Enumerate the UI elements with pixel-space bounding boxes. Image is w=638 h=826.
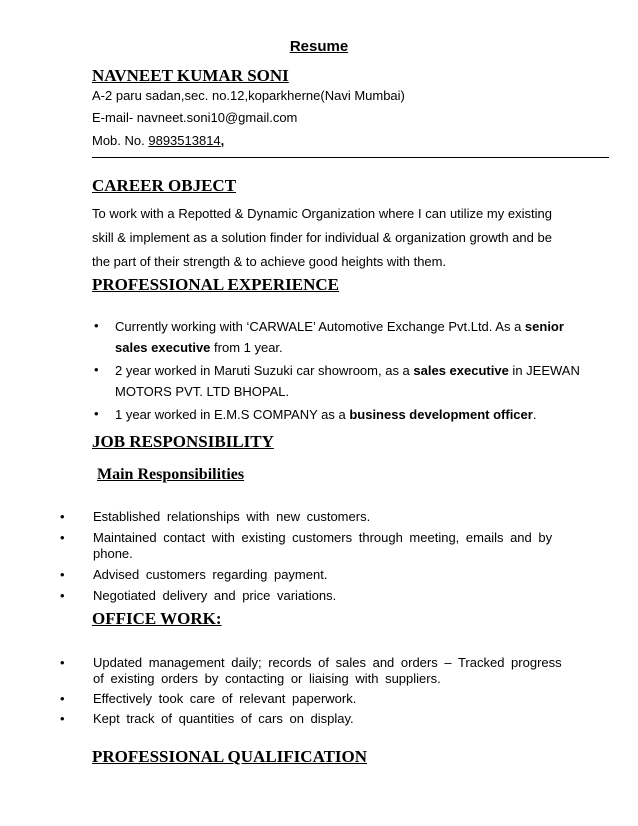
contact-address: A-2 paru sadan,sec. no.12,koparkherne(Navi Mumbai) — [92, 88, 405, 103]
experience-emphasis: sales executive — [115, 340, 211, 355]
office-work-line: of existing orders by contacting or liaising with suppliers. — [93, 671, 441, 686]
contact-email: E-mail- navneet.soni10@gmail.com — [92, 110, 298, 125]
office-work-line: Effectively took care of relevant paperwork. — [93, 691, 357, 706]
office-work-item — [60, 691, 552, 707]
bullet-icon: • — [94, 318, 99, 333]
experience-text: Currently working with ‘CARWALE’ Automotive Exchange Pvt.Ltd. As a — [115, 319, 525, 334]
mobile-comma: , — [220, 133, 225, 148]
responsibility-line: Advised customers regarding payment. — [93, 567, 328, 582]
experience-emphasis: business development officer — [349, 407, 533, 422]
experience-text: 2 year worked in Maruti Suzuki car showroom, as a — [115, 363, 414, 378]
responsibility-list — [60, 509, 552, 609]
bullet-icon: • — [60, 691, 65, 706]
job-responsibility-heading: JOB RESPONSIBILITY — [92, 432, 274, 451]
experience-list — [92, 318, 580, 427]
experience-item — [92, 318, 564, 360]
office-work-heading: OFFICE WORK: — [92, 609, 222, 628]
office-work-item — [60, 711, 552, 727]
responsibility-item — [60, 567, 552, 583]
responsibility-item — [60, 530, 552, 562]
bullet-icon: • — [60, 711, 65, 726]
career-object-heading: CAREER OBJECT — [92, 176, 237, 195]
career-line: To work with a Repotted & Dynamic Organization where I can utilize my existing — [92, 206, 552, 221]
bullet-icon: • — [60, 567, 65, 582]
experience-line — [115, 339, 552, 360]
career-line: skill & implement as a solution finder for individual & organization growth and be — [92, 230, 552, 245]
contact-mobile — [92, 133, 224, 148]
responsibility-item — [60, 588, 552, 604]
mobile-label: Mob. No. — [92, 133, 149, 148]
office-work-line: Kept track of quantities of cars on display. — [93, 711, 354, 726]
experience-text: in JEEWAN — [508, 363, 580, 378]
experience-text: . — [532, 407, 537, 422]
office-work-list — [60, 655, 562, 731]
mobile-number: 9893513814 — [148, 133, 221, 148]
office-work-line: Updated management daily; records of sales and orders – Tracked progress — [93, 655, 562, 670]
professional-qualification-heading: PROFESSIONAL QUALIFICATION — [92, 747, 368, 766]
experience-item — [92, 406, 552, 427]
bullet-icon: • — [60, 588, 65, 603]
document-title: Resume — [289, 38, 349, 55]
bullet-icon: • — [60, 509, 65, 524]
main-responsibilities-subheading: Main Responsibilities — [97, 466, 245, 483]
responsibility-line: Maintained contact with existing customers through meeting, emails and by — [93, 530, 553, 545]
experience-line: MOTORS PVT. LTD BHOPAL. — [115, 384, 290, 399]
experience-emphasis: sales executive — [413, 363, 509, 378]
header-divider — [92, 157, 609, 158]
experience-emphasis: senior — [524, 319, 564, 334]
experience-text: 1 year worked in E.M.S COMPANY as a — [115, 407, 350, 422]
bullet-icon: • — [60, 530, 65, 545]
responsibility-line: Established relationships with new customers. — [93, 509, 371, 524]
experience-line — [115, 362, 580, 383]
experience-item — [92, 362, 580, 404]
bullet-icon: • — [94, 362, 99, 377]
professional-experience-heading: PROFESSIONAL EXPERIENCE — [92, 275, 340, 294]
responsibility-line: Negotiated delivery and price variations. — [93, 588, 337, 603]
career-line: the part of their strength & to achieve good heights with them. — [92, 254, 447, 269]
bullet-icon: • — [94, 406, 99, 421]
bullet-icon: • — [60, 655, 65, 670]
career-object-text — [92, 205, 552, 277]
responsibility-line: phone. — [93, 546, 133, 561]
responsibility-item — [60, 509, 552, 525]
office-work-item — [60, 655, 562, 687]
experience-line — [115, 406, 552, 427]
candidate-name: NAVNEET KUMAR SONI — [92, 66, 289, 85]
experience-line — [115, 318, 564, 339]
experience-text: from 1 year. — [210, 340, 283, 355]
